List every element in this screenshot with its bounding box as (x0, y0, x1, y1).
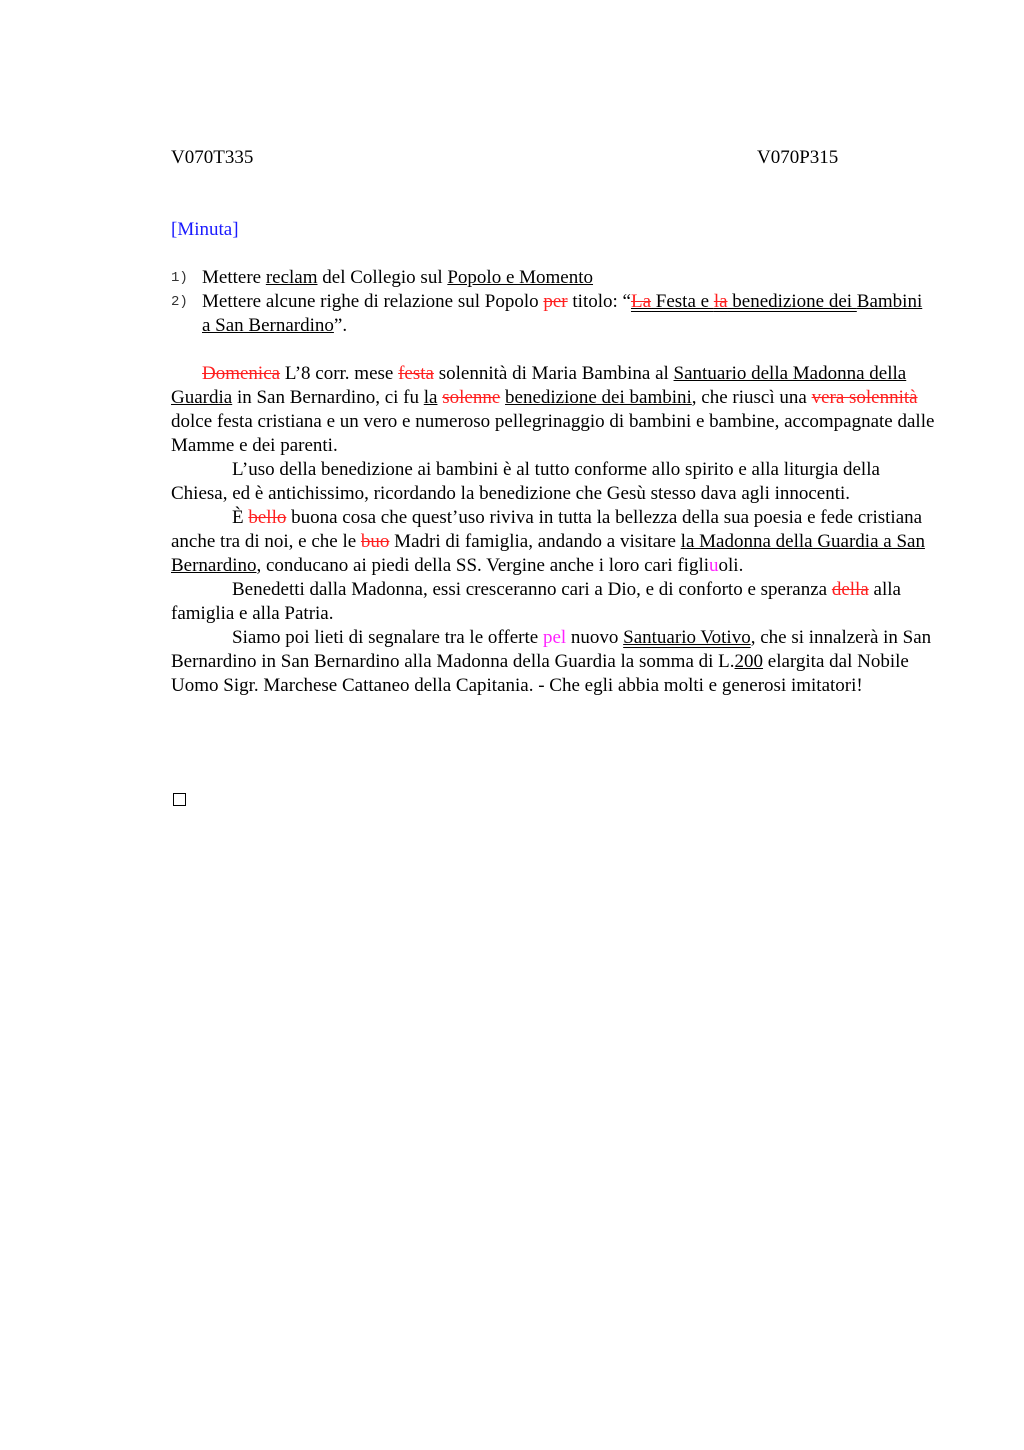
inserted-text: u (709, 555, 719, 576)
double-underlined-text: Santuario Votivo (623, 627, 751, 648)
underlined-text: Santuario della Madonna della Guardia (171, 363, 907, 408)
text-span: , che si innalzerà in San Bernardino in San Bernardino alla Madonna della Guardia la somma di L. (171, 627, 932, 672)
underlined-text: 200 (734, 651, 764, 672)
text-span: Siamo poi lieti di segnalare tra le offerte (232, 627, 543, 648)
text-span: dolce festa cristiana e un vero e numeroso pellegrinaggio di bambini e bambine, accompagnate dalle Mamme e dei parenti. (171, 411, 935, 456)
paragraph (171, 578, 936, 626)
text-span: alla famiglia e alla Patria. (171, 579, 901, 624)
end-square-icon (173, 793, 186, 806)
paragraph (171, 506, 936, 578)
paragraph (171, 362, 936, 458)
text-span: Mettere (202, 267, 266, 288)
text-span: Mettere alcune righe di relazione sul Popolo (202, 291, 544, 312)
underlined-text: reclam (265, 267, 318, 288)
text-span: oli. (718, 555, 744, 576)
instruction-list (171, 266, 931, 338)
text-span: elargita dal Nobile Uomo Sigr. Marchese Cattaneo della Capitania. - Che egli abbia molti e generosi imitatori! (171, 651, 909, 696)
deleted-text: per (543, 291, 568, 312)
text-span: solennità di Maria Bambina al (433, 363, 674, 384)
deleted-text: festa (398, 363, 434, 384)
text-span: , conducano ai piedi della SS. Vergine anche i loro cari figli (256, 555, 710, 576)
document-code-left: V070T335 (171, 147, 254, 168)
inserted-text: pel (542, 627, 567, 648)
text-span: titolo: “ (567, 291, 631, 312)
deleted-text: La (630, 291, 652, 312)
underlined-text: la (423, 387, 438, 408)
list-number: 2) (171, 294, 188, 310)
text-span: Benedetti dalla Madonna, essi cresceranno cari a Dio, e di conforto e speranza (232, 579, 832, 600)
deleted-text: della (831, 579, 869, 600)
text-span: Festa e (651, 291, 714, 312)
deleted-text: bello (248, 507, 287, 528)
underlined-text: la Madonna della Guardia a San Bernardino (171, 531, 925, 576)
underlined-text: Popolo e Momento (447, 267, 594, 288)
document-code-right: V070P315 (757, 147, 839, 168)
text-span: L’8 corr. mese (280, 363, 399, 384)
text-span: È (232, 507, 249, 528)
deleted-text: vera solennità (811, 387, 918, 408)
deleted-text: Domenica (202, 363, 281, 384)
double-underlined-text: benedizione dei (727, 291, 857, 312)
underlined-text: benedizione dei bambini (505, 387, 692, 408)
deleted-text: la (713, 291, 728, 312)
text-span: Madri di famiglia, andando a visitare (389, 531, 681, 552)
deleted-text: solenne (442, 387, 501, 408)
paragraph (171, 626, 936, 698)
text-span: buona cosa che quest’uso riviva in tutta la bellezza della sua poesia e fede cristiana anche tra di noi, e che le (171, 507, 923, 552)
deleted-text: buo (360, 531, 390, 552)
minuta-label: [Minuta] (171, 219, 239, 240)
paragraph: L’uso della benedizione ai bambini è al tutto conforme allo spirito e alla liturgia della Chiesa, ed è antichissimo, ricordando la benedizione che Gesù stesso dava agli innocenti. (171, 459, 880, 504)
text-span: nuovo (566, 627, 624, 648)
text-span: in San Bernardino, ci fu (232, 387, 424, 408)
underlined-text: Bambini a San Bernardino (202, 291, 923, 336)
list-number: 1) (171, 270, 188, 286)
text-span: del Collegio sul (317, 267, 448, 288)
list-item (171, 266, 931, 290)
list-item (171, 290, 931, 338)
text-span: ”. (333, 315, 348, 336)
text-span: , che riuscì una (691, 387, 812, 408)
document-body (171, 362, 936, 698)
